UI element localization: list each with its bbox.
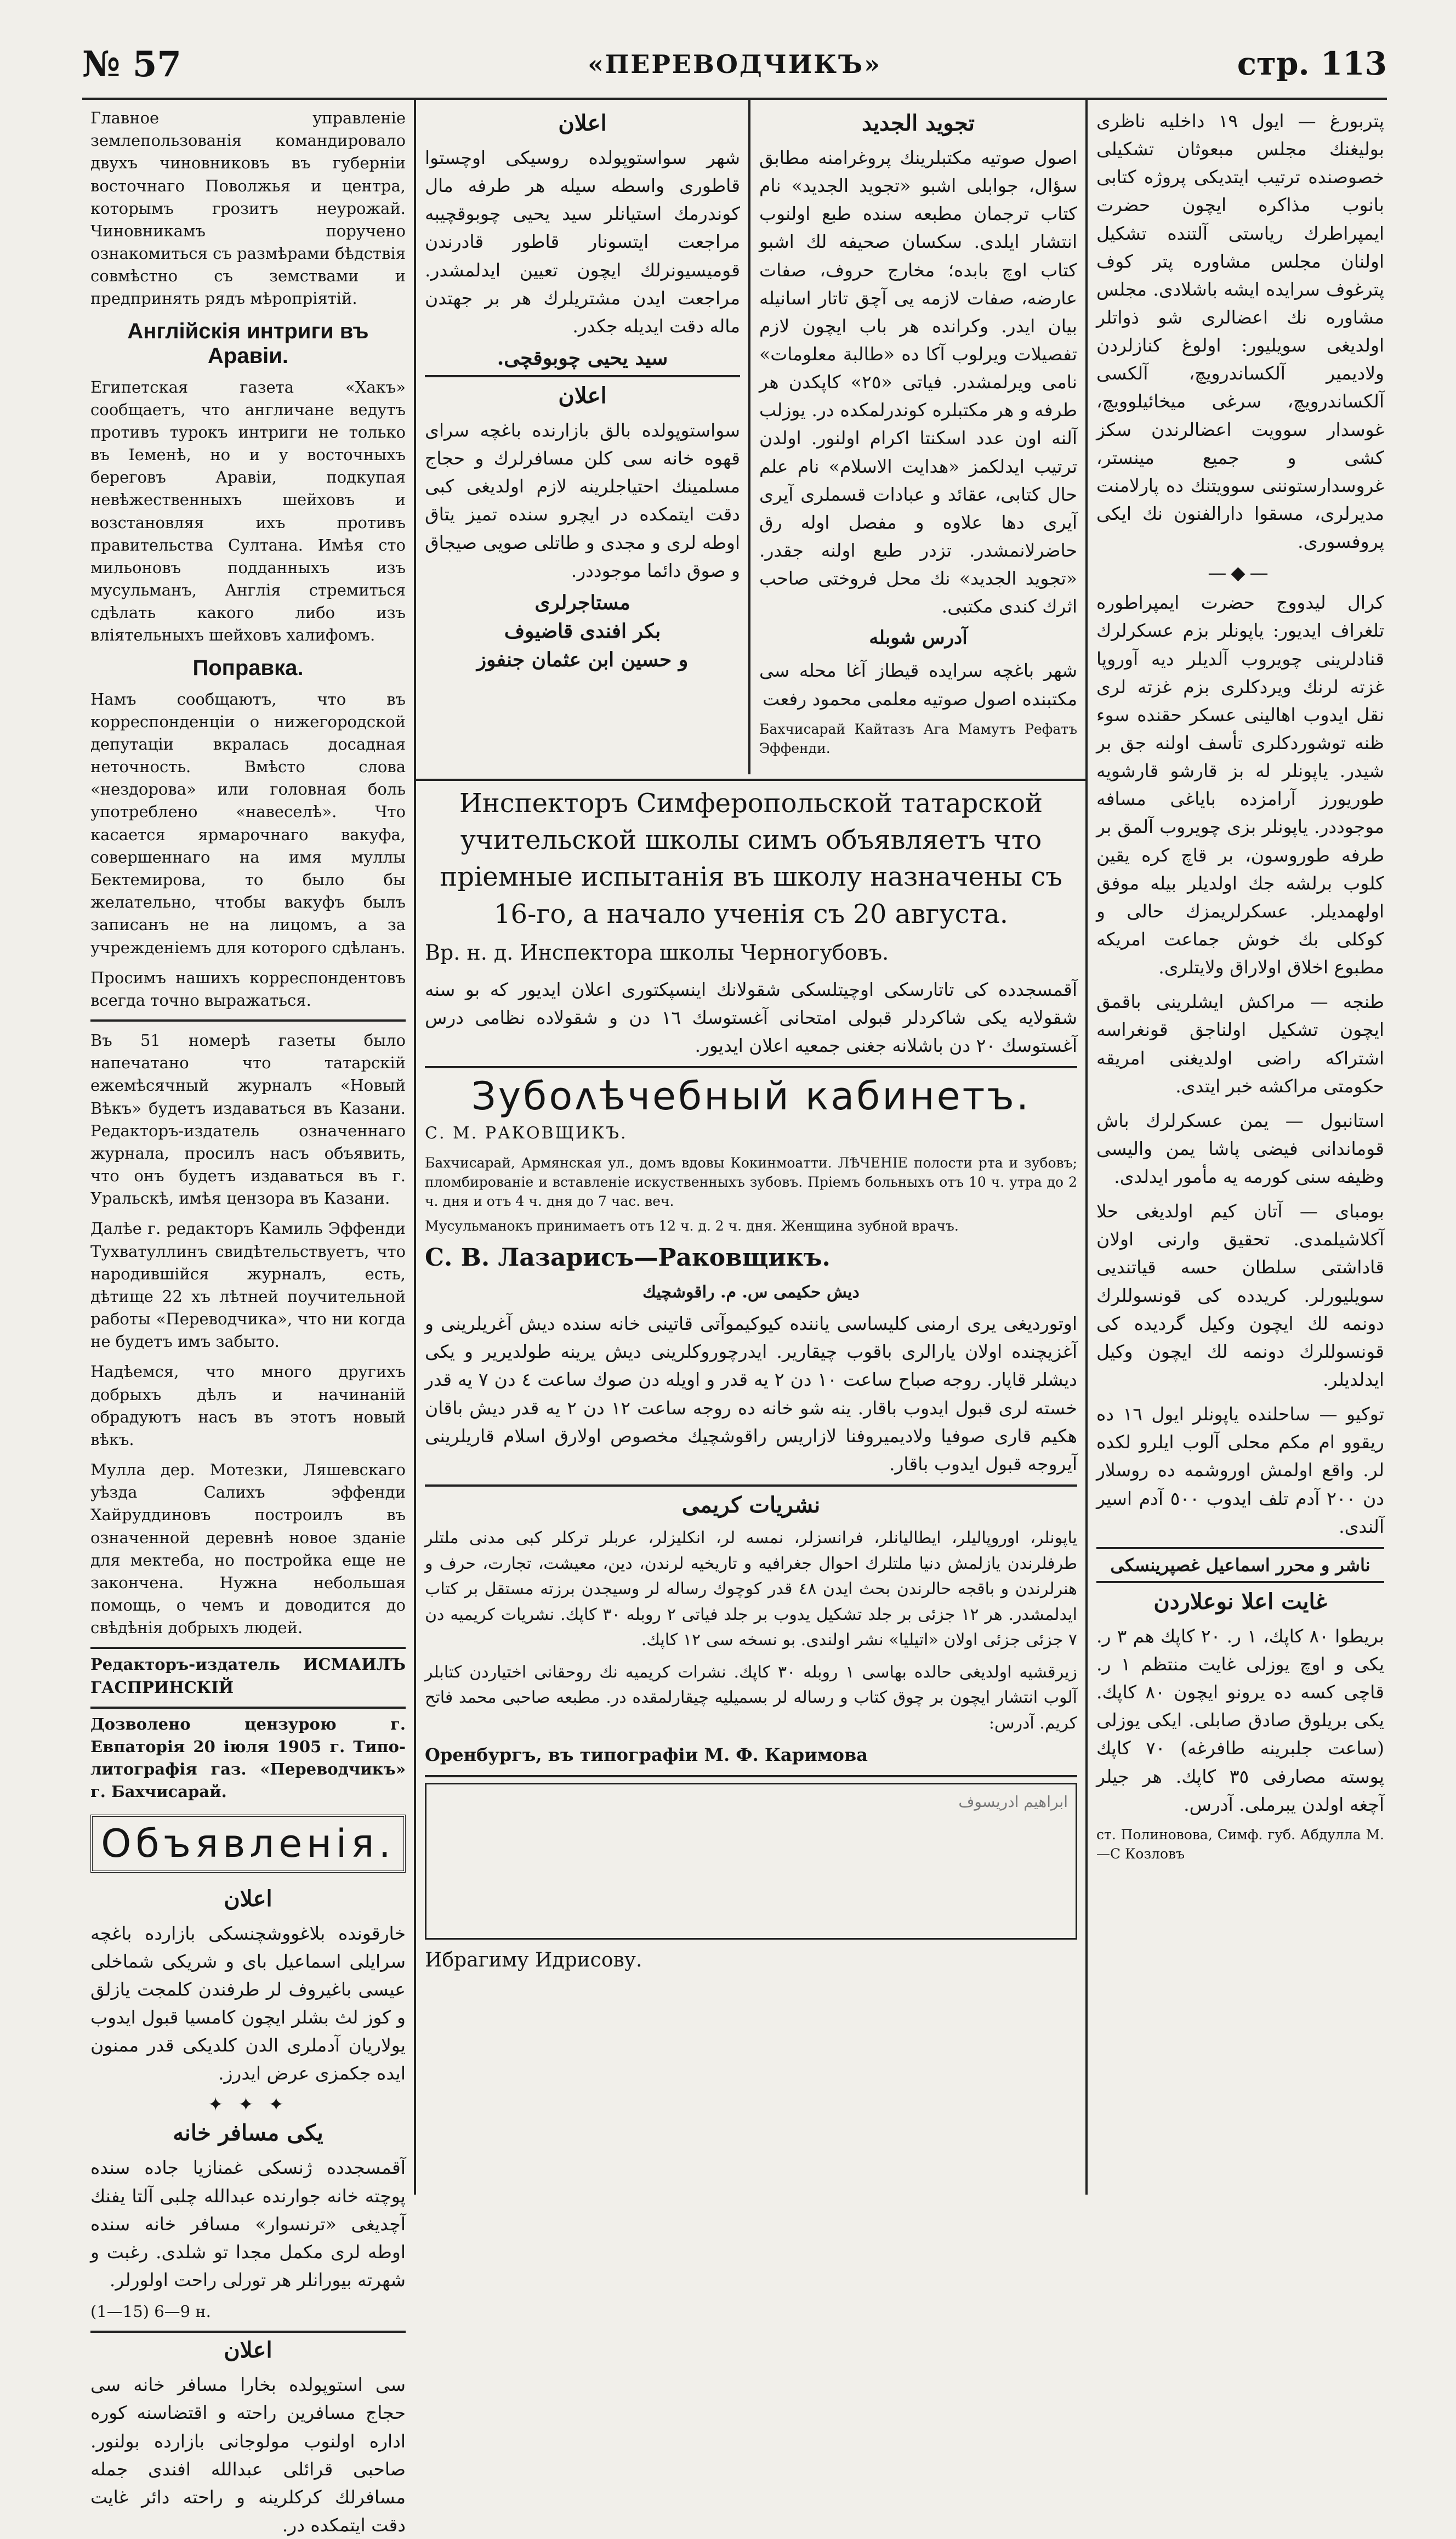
publisher-line: Редакторъ-издатель ИСМАИЛЪ ГАСПРИНСКІЙ: [90, 1655, 406, 1697]
kerimi-text: یاپونلر، اوروپالیلر، ایطالیانلر، فرانسزلر، نمسه لر، انکلیزلر، عربلر ترکلر کبی مدنی ملتلر طرفلرندن یازلمش دنیا ملتلرك احوال جغرافیه و تاریخیه لرندن، دین، معیشت، تجارت، حرف و هنرلرندن و باقجه حالرندن بحث ایدن ٤٨ قدر کوچوك رساله لر وسیجدن برزته مستقل بر کتاب ایدلمشدر. هر ١٢ جزئی بر جلد تشکیل یدوب بر جلد فیاتی ٢ روبله ٣٠ کاپك. نشریات کریمیه دن ٧ جزئی جزئی اولان «اتیلیا» نشر اولندی. بو نسخه سی ١٢ کاپك.: [425, 1528, 1077, 1650]
books-list-addressee: Ибрагиму Идрисову.: [425, 1949, 642, 1972]
heading-correction: Поправка.: [192, 655, 304, 680]
article-land-management: Главное управленіе землепользованія командировало двухъ чиновниковъ въ губерніи восточнаго Поволжья и центра, которымъ грозитъ неурожай. Чиновникамъ поручено ознакомиться съ размѣрами бѣдствія совмѣстно съ земствами и предпринять рядъ мѣропріятій.: [90, 109, 406, 308]
telegram-petersburg: پتربورغ — ایول ١٩ داخلیه ناظری بولیغنك مجلس مبعوثان تشکیلی خصوصنده ترتیب ایتدیکی پروژه کتابی بانوب مذاکره ایچون حضرت ایمپراطرك ریاستی آلتنده تشکیل اولنان مجلس مشاوره پتر کوف پترغوف سرایده ایشه باشلادی. مجلس مشاوره نك اعضالری شو ذواتلر اولدیغی سویلیور: اولوغ کنازلردن ولادیمیر آلکساندرویچ، آلکسی آلکساندرویچ، سرغی میخائیلوویچ، غوسدار سوویت اعضالرندن سکز کشی و جمیع مینستر، غروسدارستوننی سوویتنك ده پارلامنت مدیرلری، مسقوا دارالفنون نك ایکی پروفسوری.: [1096, 110, 1384, 553]
books-list-box: [425, 1783, 1077, 1940]
inspector-signature: Вр. н. д. Инспектора школы Черногубовъ.: [425, 940, 889, 965]
column-announcements: [425, 107, 740, 770]
announcement-signature: بکر افندی قاضیوف: [504, 619, 661, 643]
divider: [90, 1647, 406, 1649]
request-correspondents: Просимъ нашихъ корреспондентовъ всегда точно выражаться.: [90, 968, 406, 1010]
newspaper-title: «ПЕРЕВОДЧИКЪ»: [588, 49, 881, 79]
article-journal: Въ 51 номерѣ газеты было напечатано что татарскій ежемѣсячный журналъ «Новый Вѣкъ» будетъ издаваться въ Казани. Редакторъ-издатель означеннаго журнала, просилъ насъ объявить, что онъ будетъ издаваться въ г. Уральскѣ, имѣя цензора въ Казани.: [90, 1031, 406, 1208]
dental-cabinet-text: Бахчисарай, Армянская ул., домъ вдовы Кокинмоатти. ЛѢЧЕНІЕ полости рта и зубовъ; пломбированіе и вставленіе искуственныхъ зубовъ. Пріемъ больныхъ отъ 10 ч. утра до 2 ч. дня и отъ 4 ч. дня до 7 час. веч.: [425, 1154, 1077, 1209]
kerimi-heading: نشریات کریمی: [681, 1492, 821, 1518]
article-editor: Далѣе г. редакторъ Камиль Эффенди Тухватуллинъ свидѣтельствуетъ, что народившійся журналъ, есть, дѣтище 22 хъ лѣтней поучительной работы «Переводчика», что ни когда не будетъ имъ забыто.: [90, 1219, 406, 1351]
address-label: آدرس شوبله: [869, 627, 968, 649]
inspector-notice-tatar: آقمسجدده کی تاتارسکی اوچیتلسکی شقولانك اینسپکتوری اعلان ایدیور که بو سنه شقولایه یکی شاکردلر قبولی امتحانی آغستوسك ١٦ دن و شقولاده نظامی درس آغستوسك ٢٠ دن باشلانه جغنی جمعیه اعلان ایدیور.: [425, 978, 1078, 1056]
announcement-signature: مستاجرلری: [534, 591, 630, 614]
dental-cabinet-subtitle: С. М. РАКОВЩИКЪ.: [425, 1124, 628, 1143]
address-text: شهر باغچه سرایده قیطاز آغا محله سی مکتبنده اصول صوتیه معلمی محمود رفعت: [759, 660, 1077, 710]
heading-english-intrigues: Англійскія интриги въ Аравіи.: [127, 319, 369, 368]
telegram-tangier: طنجه — مراکش ایشلرینی باقمق ایچون تشکیل اولناجق قونغراسه اشتراکه راضی اولدیغنی امریقه حکومتی مراکشه خبر ایتدی.: [1096, 991, 1384, 1097]
telegram-tokyo: توکیو — ساحلنده یاپونلر ایول ١٦ ده ریقوو ام مکم محلی آلوب ایلرو لکده لر. واقع اولمش اوروشمه ده روسلار دن ٢٠٠ آدم تلف ایدوب ٥٠٠ آدم اسیر آلندی.: [1096, 1403, 1385, 1537]
column-book-ad: [759, 107, 1077, 770]
announcements-heading: Объявленія.: [90, 1815, 406, 1873]
divider: [425, 1066, 1077, 1068]
goods-notice-address: ст. Полиновова, Симф. губ. Абдулла М.—С Козловъ: [1096, 1826, 1384, 1862]
divider: [90, 1019, 406, 1022]
classified-text: سی استوپولده بخارا مسافر خانه سی حجاج مسافرین راحته و اقتضاسنه کوره اداره اولنوب مولوجانی بازارده بولنور. صاحبی قرائلی عبدالله افندی جمله مسافرلك کرکلرینه و راحته دائر غایت دقت ایتمکده در.: [90, 2374, 406, 2536]
divider: [90, 1707, 406, 1709]
article-mulla: Мулла дер. Мотезки, Ляшевскаго уѣзда Салихъ эффенди Хайруддиновъ построилъ въ означенной деревнѣ новое зданіе для мектеба, но постройка еще не закончена. Нужна небольшая помощь, о чемъ и доводится до свѣдѣнія добрыхъ людей.: [90, 1460, 406, 1637]
ornament-divider: ✦ ✦ ✦: [207, 2094, 289, 2116]
announcement-heading: اعلان: [558, 110, 607, 136]
classified-text: خارقونده بلاغووشچنسکی بازارده باغچه سرایلی اسماعیل بای و شریکی شماخلی عیسی باغیروف لر طرفندن کلمجت یازلق و کوز لث بشلر ایچون کامسیا قبول ایدوب یولاریان آدملری الدن کلدیکی قدر ممنون ایده جکمزی عرض ایدرز.: [90, 1922, 406, 2084]
publisher-tatar: ناشر و محرر اسماعیل غصپرینسکی: [1110, 1554, 1370, 1575]
dental-cabinet-tatar-heading: دیش حکیمی س. م. راقوشچیك: [642, 1283, 860, 1302]
dental-cabinet-title: Зубоʌѣчебный кабинетъ.: [471, 1074, 1031, 1119]
dental-cabinet-muslim: Мусульманокъ принимаетъ отъ 12 ч. д. 2 ч. дня. Женщина зубной врачъ.: [425, 1217, 959, 1234]
announcement-text: شهر سواستوپولده روسیکی اوچستوا قاطوری واسطه سیله هر طرفه مال کوندرمك استیانلر سید یحیی چوبوقچیبه مراجعت ایتسونار قاطور قادرندن قومیسیونرلك ایچون تعیین ایدلمشدر. مراجعت ایدن مشتریلرك هر بر جهتدن ماله دقت ایدیله جکدر.: [425, 147, 740, 337]
article-english-intrigues: Египетская газета «Хакъ» сообщаетъ, что англичане ведутъ противъ турокъ интриги не только въ Іеменѣ, но и у восточныхъ береговъ Аравіи, подкупая невѣжественныхъ шейховъ и возстановляя ихъ противъ правительства Султана. Имѣя сто мильоновъ подданныхъ изъ мусульманъ, Англія стремиться сдѣлать какого либо изъ влiятельныхъ шейховъ халифомъ.: [90, 377, 406, 645]
masthead: [82, 38, 1387, 99]
divider: [425, 1775, 1077, 1777]
column-russian-news: [90, 107, 406, 2536]
classified-note: (1—15) 6—9 н.: [90, 2302, 211, 2321]
book-ad-text: اصول صوتیه مکتبلرینك پروغرامنه مطابق سؤال، جوابلی اشبو «تجوید الجدید» نام کتاب ترجمان مطبعه سنده طبع اولنوب انتشار ایلدی. سکسان صحیفه لك اشبو کتاب اوچ بابده؛ مخارج حروف، صفات عارضه، صفات لازمه یی آچق تاتار اسانیله بیان ایدر. وکرانده هر باب ایچون لازم تفصیلات ویرلوب آکا ده «طالبة معلومات» نامی ویرلمشدر. فیاتی «٢٥» کاپکدن هر طرفه و هر مکتبلره کوندرلمکده در. یوزلب آلنه اون عدد اسکنتا اکرام اولنور. اولدن ترتیب ایدلکمز «هدایت الاسلام» نام علم حال کتابی، عقائد و عبادات قسملری آیری آیری دها علاوه و مفصل اوله رق حاضرلانمشدر. تزدر طبع اولنه جقدر. «تجوید الجدید» نك محل فروختی صاحب اثرك کندی مکتبی.: [759, 147, 1077, 617]
books-list-footer: ابراهیم ادریسوف: [958, 1793, 1068, 1811]
divider: [425, 1484, 1077, 1487]
telegram-bombay: بومبای — آتان کیم اولدیغی حلا آکلاشیلمدی. تحقیق وارنی اولان قاداشتی سلطان حسه قیاتندیی سویلیورلر. کریدده کی قونسوللرك دونمه لك ایچون وکیل گردیده کی قونسوللرك دونمه لك ایچون وکیل ایدلدیلر.: [1096, 1200, 1384, 1391]
issue-number: № 57: [82, 44, 181, 85]
column-telegrams: [1096, 107, 1384, 2191]
classified-heading: اعلان: [224, 1885, 272, 1912]
ornament-divider: —◆—: [1208, 562, 1273, 585]
telegram-istanbul: استانبول — یمن عسکرلرك باش قوماندانی فیضی پاشا یمن والیسی وظیفه سنی کورمه یه مأمور ایدلدی.: [1096, 1109, 1384, 1188]
announcement-text: سواستوپولده بالق بازارنده باغچه سرای قهوه خانه سی کلن مسافرلرك و حجاج مسلمینك احتیاجلرینه لازم اولدیغی کبی دقت ایتمکده در ایچرو سنده تمیز یتاق اوطه لری و مجدی و طاتلی صویی صیجاق و صوق دائما موجوددر.: [425, 419, 740, 581]
goods-notice-heading: غایت اعلا نوعلاردن: [1153, 1588, 1327, 1614]
divider: [1096, 1547, 1384, 1549]
masthead-rule: [82, 98, 1387, 100]
telegram-general: کرال لیدووج حضرت ایمپراطوره تلغراف ایدیور: یاپونلر بزم عسکرلرك قنادلرینی چویروب آلدیلر دیه آوروپا غزته لرنك ویردکلری بزم غزته لری نقل ایدوب اهالینی عسکر حقنده سوء ظنه توشوردکلری تأسف اولنه جق بر شیدر. یاپونلر له بز قارشو قارشویه طوریورز آرامزده بایاغی مسافه موجوددر. یاپونلر بزی چویروب آلمق بر طرفه طوروسون، بر قاچ کره یقین کلوب برلشه جك اولدیلر بیله موفق اولهمدیلر. عسکرلریمزك حالی و کوکلی بك خوش جماعت امریکه مطبوع اخلاق اولاراق ولایتلری.: [1096, 592, 1384, 978]
goods-notice-text: بریطوا ٨٠ کاپك، ١ ر. ٢٠ کاپك هم ٣ ر. یکی و اوچ یوزلی غایت منتظم ١ ر. قاچی کسه ده یرونو ایچون ٨٠ کاپك. یکی بریلوق صادق صابلی. ایکی یوزلی (ساعت جلبرینه طافرغه) ٧٠ کاپك پوسته مصارفی ٣٥ کاپك. هر جیلر آچغه اولدن یبرملی. آدرس.: [1096, 1625, 1384, 1815]
column-rule: [414, 100, 416, 2195]
kerimi-address: Оренбургъ, въ типографіи М. Ф. Каримова: [425, 1744, 868, 1766]
dental-cabinet-signature: С. В. Лазарисъ—Раковщикъ.: [425, 1243, 831, 1272]
divider: [90, 2331, 406, 2333]
classified-heading: یکی مسافر خانه: [173, 2120, 323, 2146]
kerimi-text: زیرقشیه اولدیغی حالده بهاسی ١ روبله ٣٠ کاپك. نشرات کریمیه نك روحقانی اختیاردن کتابلر آلوب انتشار ایچون بر چوق کتاب و رساله لر بسمیلیه چیقارلمقده در. مطبعه صاحبی محمد فاتح کریم. آدرس:: [425, 1662, 1078, 1733]
middle-section: [425, 785, 1077, 2195]
book-ad-heading: تجوید الجدید: [862, 110, 975, 136]
section-rule: [415, 779, 1085, 781]
announcement-heading: اعلان: [558, 382, 607, 409]
divider: [425, 375, 740, 377]
dental-cabinet-tatar: اوتوردیغی یری ارمنی کلیساسی یاننده کیوکیموآتی قاتینی خانه سنده دیش آغریلرینی و آغزیچنده اولان یارالری باقوب چیقاریر. ایدرچوروکلرینی دیش یرینه طولدیریر و یکی دیشلر قاپار. روجه صباح ساعت ١٠ دن ٢ یه قدر و اویله دن صوك ساعت ٤ دن ٧ یه قدر خسته لری قبول ایدوب باقار. ینه شو خانه ده روجه ساعت ١٢ دن ٢ یه قدر دیش باقان هکیم قاری صوفیا ولادیمیروفنا لازاریس راقوشچیك مخصوص اولارق اسلام قاریلرینی آیروجه قبول ایدوب باقار.: [425, 1313, 1078, 1475]
classified-heading: اعلان: [224, 2337, 272, 2364]
inspector-notice: Инспекторъ Симферопольской татарской учительской школы симъ объявляетъ что пріемные испытанія въ школу назначены съ 16-го, а начало ученія съ 20 августа.: [440, 788, 1062, 930]
column-rule: [748, 100, 750, 774]
article-correction: Намъ сообщаютъ, что въ корреспонденціи о нижегородской депутаціи вкралась досадная неточность. Вмѣсто слова «нездорова» или головная боль употреблено «навеселѣ». Что касается ярмарочнаго вакуфа, совершеннаго на имя муллы Бектемирова, то было бы желательно, чтобы вакуфъ былъ записанъ не на лицомъ, а за учрежденіемъ для которого сдѣланъ.: [90, 689, 406, 957]
divider: [1096, 1581, 1384, 1583]
announcement-signature: و حسین ابن عثمان جنفوز: [476, 648, 689, 671]
page-number: стр. 113: [1237, 45, 1387, 82]
column-rule: [1085, 100, 1088, 2195]
censor-line: Дозволено цензурою г. Евпаторія 20 іюля 1905 г. Типо-литографія газ. «Переводчикъ» г. Бахчисарай.: [90, 1714, 406, 1801]
article-hope: Надѣемся, что много другихъ добрыхъ дѣлъ и начинаній обрадуютъ насъ въ этотъ новый вѣкъ.: [90, 1362, 406, 1449]
address-russian: Бахчисарай Кайтазъ Ага Мамутъ Рефатъ Эффенди.: [759, 721, 1077, 756]
announcement-signature: سید یحیی چوبوقچی.: [497, 346, 668, 370]
classified-text: آقمسجدده ژنسکی غمنازیا جاده سنده پوچته خانه جوارنده عبدالله چلبی آلتا یفنك آچدیغی «ترنسوار» مسافر خانه سنده اوطه لری مکمل مجدا تو شلدی. رغبت و شهرته بیورانلر هر تورلی راحت اولورلر.: [90, 2157, 406, 2291]
